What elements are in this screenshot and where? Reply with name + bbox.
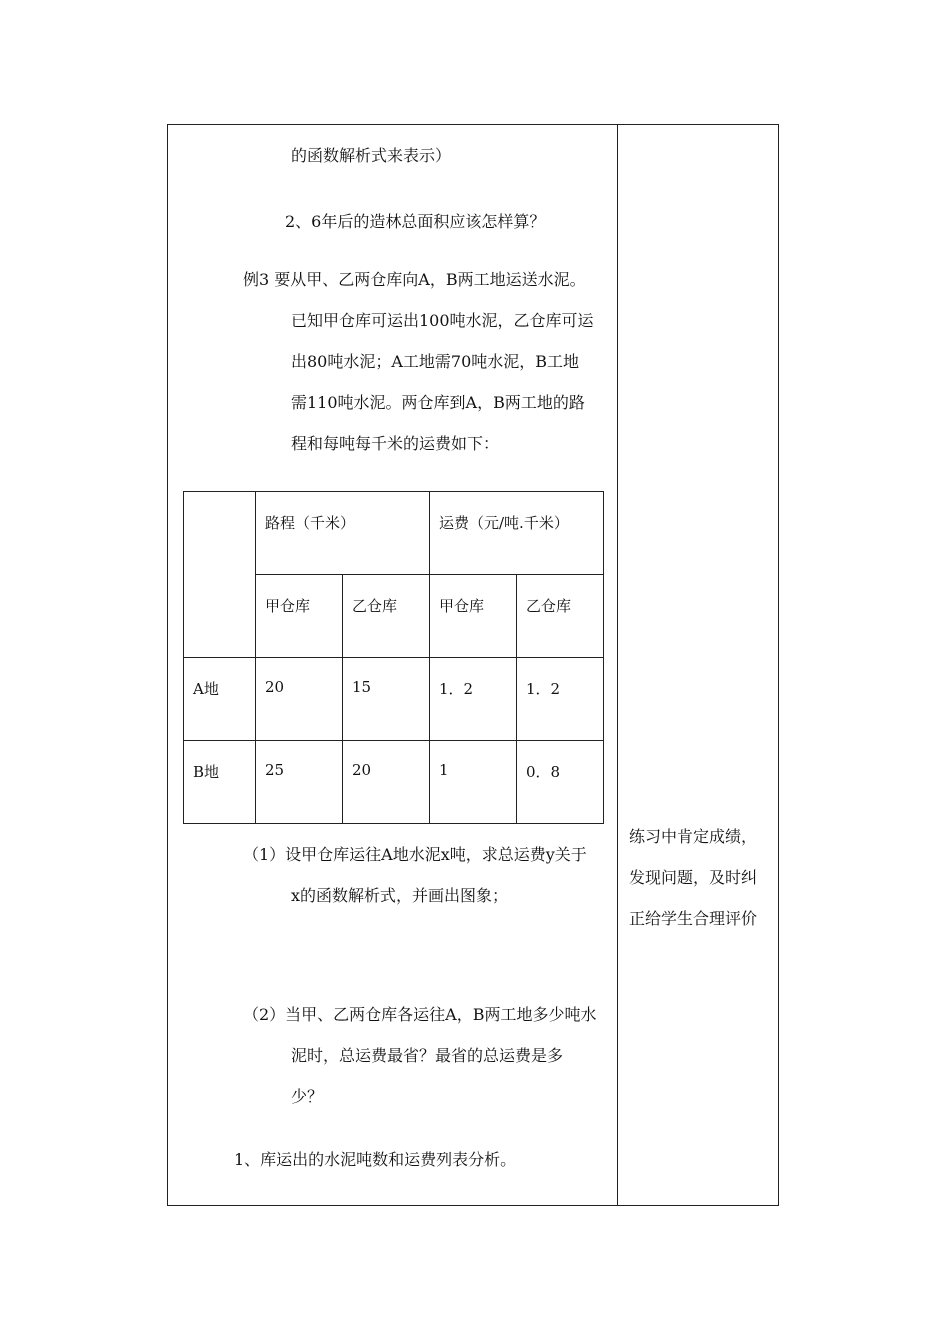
table-row bbox=[184, 741, 604, 824]
header-cost: 运费（元/吨.千米） bbox=[430, 492, 604, 575]
row-label-b: B地 bbox=[184, 741, 256, 824]
table-row bbox=[184, 658, 604, 741]
question-2: 2、6年后的造林总面积应该怎样算？ bbox=[285, 212, 546, 231]
step-1: 1、库运出的水泥吨数和运费列表分析。 bbox=[234, 1150, 517, 1169]
example-3-heading: 例3 要从甲、乙两仓库向A，B两工地运送水泥。 bbox=[243, 270, 586, 289]
subheader-warehouse-yi: 乙仓库 bbox=[517, 575, 604, 658]
header-distance: 路程（千米） bbox=[256, 492, 430, 575]
example-line: 需110吨水泥。两仓库到A，B两工地的路 bbox=[291, 393, 585, 412]
table-cell: 20 bbox=[256, 658, 343, 741]
question-2-line-2: 泥时，总运费最省？最省的总运费是多 bbox=[291, 1046, 564, 1065]
example-line: 程和每吨每千米的运费如下： bbox=[291, 434, 500, 453]
example-line: 已知甲仓库可运出100吨水泥，乙仓库可运 bbox=[291, 311, 594, 330]
table-cell: 25 bbox=[256, 741, 343, 824]
column-divider bbox=[617, 124, 618, 1206]
comment-line: 发现问题，及时纠 bbox=[629, 868, 758, 887]
question-1-line-1: （1）设甲仓库运往A地水泥x吨，求总运费y关于 bbox=[243, 845, 587, 864]
row-label-a: A地 bbox=[184, 658, 256, 741]
table-cell: 1．2 bbox=[517, 658, 604, 741]
question-1-line-2: x的函数解析式，并画出图象； bbox=[291, 886, 509, 905]
question-2-line-3: 少？ bbox=[291, 1087, 324, 1106]
table-cell: 20 bbox=[343, 741, 430, 824]
table-cell: 1．2 bbox=[430, 658, 517, 741]
text-line-1: 的函数解析式来表示） bbox=[291, 146, 452, 165]
comment-line: 练习中肯定成绩， bbox=[629, 827, 758, 846]
table-cell: 0．8 bbox=[517, 741, 604, 824]
subheader-warehouse-yi: 乙仓库 bbox=[343, 575, 430, 658]
table-cell: 1 bbox=[430, 741, 517, 824]
subheader-warehouse-jia: 甲仓库 bbox=[430, 575, 517, 658]
distance-cost-table bbox=[183, 491, 604, 824]
comment-line: 正给学生合理评价 bbox=[629, 909, 758, 928]
subheader-warehouse-jia: 甲仓库 bbox=[256, 575, 343, 658]
example-line: 出80吨水泥；A工地需70吨水泥，B工地 bbox=[291, 352, 580, 371]
table-cell: 15 bbox=[343, 658, 430, 741]
question-2-line-1: （2）当甲、乙两仓库各运往A，B两工地多少吨水 bbox=[243, 1005, 597, 1024]
table-corner-cell bbox=[184, 492, 256, 658]
